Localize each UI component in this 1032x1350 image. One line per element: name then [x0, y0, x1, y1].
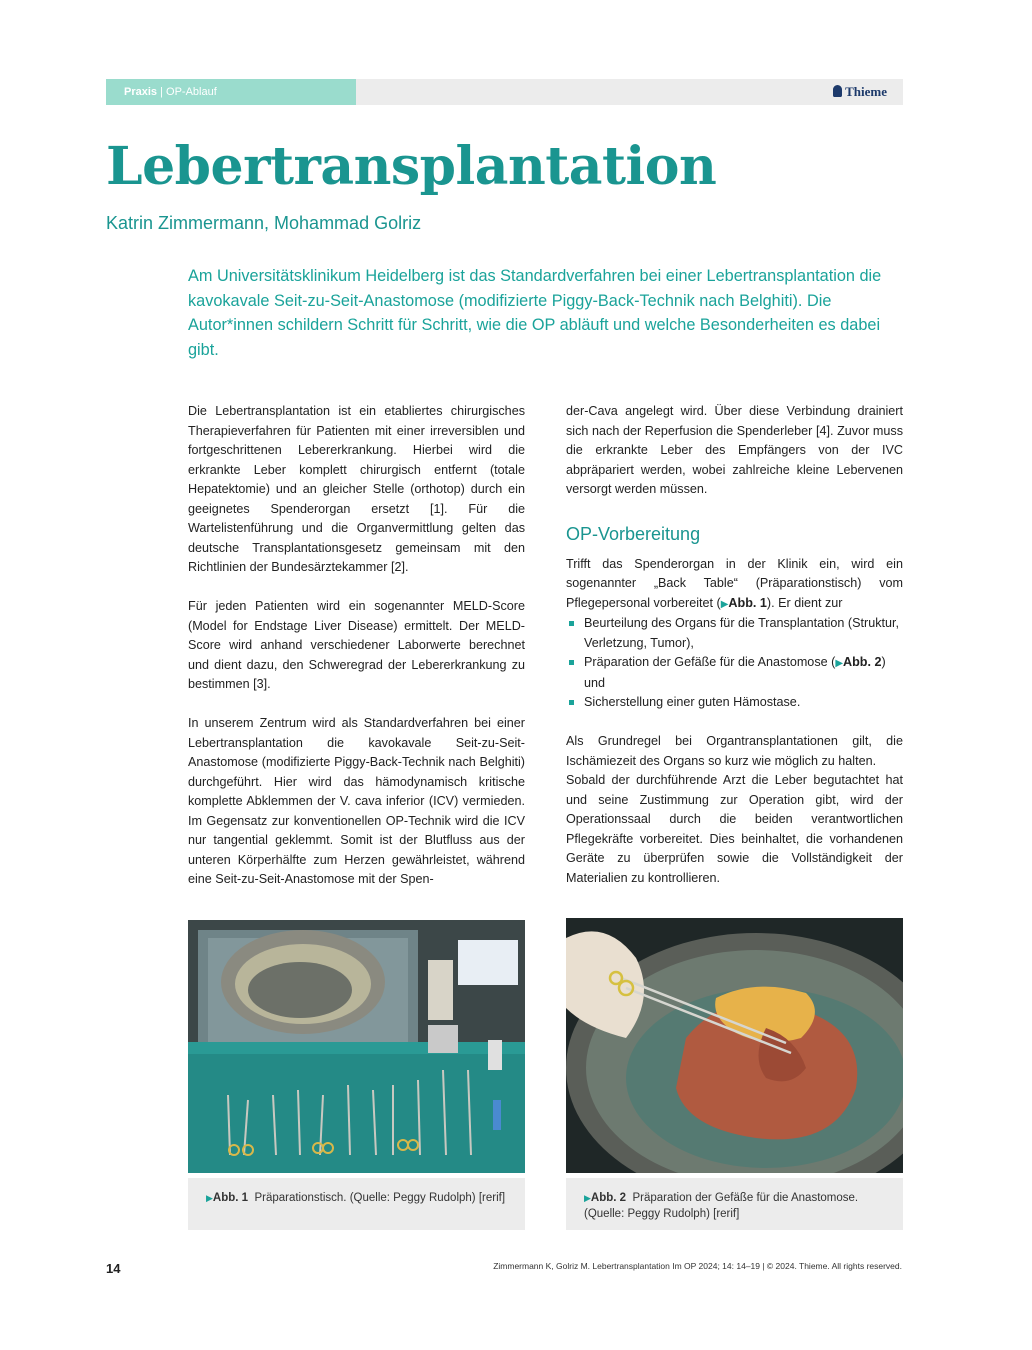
figure-caption-text: Präparation der Gefäße für die Anastomose. (Quelle: Peggy Rudolph) [rerif]: [584, 1192, 859, 1220]
figure-2-image: [566, 918, 903, 1173]
page-number: 14: [106, 1261, 121, 1276]
article-lead: Am Universitätsklinikum Heidelberg ist das Standardverfahren bei einer Lebertransplantation die kavokavale Seit-zu-Seit-Anastomose (modifizierte Piggy-Back-Technik nach Belghiti). Die Autor*innen schildern Schritt für Schritt, wie die OP abläuft und welche Besonderheiten es dabei gibt.: [188, 267, 882, 359]
vessel-preparation-illustration: [566, 918, 903, 1173]
text-span: ). Er dient zur: [766, 595, 843, 610]
figure-label-text: Abb. 2: [590, 1192, 627, 1204]
figure-caption-text: Präparationstisch. (Quelle: Peggy Rudolph) [rerif]: [254, 1192, 506, 1204]
figure-reference[interactable]: [835, 655, 881, 669]
bullet-square-icon: [569, 660, 574, 665]
section-name: Praxis: [124, 86, 158, 98]
preparation-table-illustration: [188, 920, 525, 1173]
section-separator: |: [160, 86, 163, 98]
text-span: Trifft das Spenderorgan in der Klinik ein, wird ein sogenannter „Back Table“ (Präparationstisch) vom Pflegepersonal vorbereitet (: [566, 556, 903, 610]
list-item: [566, 614, 903, 653]
right-column: [566, 402, 903, 888]
play-triangle-icon: ▶: [206, 1193, 213, 1203]
list-item-text: Präparation der Gefäße für die Anastomose (: [584, 655, 836, 669]
article-title: Lebertransplantation: [106, 136, 717, 197]
bullet-square-icon: [569, 621, 574, 626]
figure-reference[interactable]: [721, 596, 767, 610]
body-paragraph: In unserem Zentrum wird als Standardverfahren bei einer Lebertransplantation die kavokavale Seit-zu-Seit-Anastomose (modifizierte Piggy-Back-Technik nach Belghiti) durchgeführt. Hier wird das hämodynamisch kritische komplette Abklemmen der V. cava inferior (ICV) vermieden. Im Gegensatz zur konventionellen OP-Technik wird die ICV nur tangential geklemmt. Somit ist der Blutfluss aus der unteren Körperhälfte zum Herzen gewährleistet, während eine Seit-zu-Seit-Anastomose mit der Spen-: [188, 716, 525, 886]
figure-label: [584, 1192, 626, 1204]
play-triangle-icon: ▶: [835, 658, 844, 669]
list-item: [566, 693, 903, 713]
citation-footer: Zimmermann K, Golriz M. Lebertransplantation Im OP 2024; 14: 14–19 | © 2024. Thieme. All rights reserved.: [493, 1261, 902, 1271]
publisher-logo: [833, 79, 887, 105]
play-triangle-icon: ▶: [720, 598, 729, 610]
list-item-text: Sicherstellung einer guten Hämostase.: [584, 695, 801, 709]
article-authors: Katrin Zimmermann, Mohammad Golriz: [106, 213, 422, 233]
bullet-list: [566, 614, 903, 713]
body-paragraph: Die Lebertransplantation ist ein etabliertes chirurgisches Therapieverfahren für Patienten mit einer irreversiblen und fortgeschrittenen Lebererkrankung. Hierbei wird die erkrankte Leber komplett chirurgisch entfernt (totale Hepatektomie) und an gleicher Stelle (orthotop) durch ein geeignetes Spenderorgan ersetzt [1]. Für die Wartelistenführung und die Organvermittlung gelten das deutsche Transplantationsgesetz gemeinsam mit den Richtlinien der Bundesärztekammer [2].: [188, 404, 525, 574]
figure-1-caption: [188, 1178, 525, 1230]
header-bar: [106, 79, 903, 105]
play-triangle-icon: ▶: [584, 1193, 591, 1203]
figure-1-image: [188, 920, 525, 1173]
body-paragraph: Für jeden Patienten wird ein sogenannter MELD-Score (Model for Endstage Liver Disease) ermittelt. Der MELD-Score wird anhand verschiedener Laborwerte berechnet und dient dazu, den Schweregrad der Lebererkrankung zu bestimmen [3].: [188, 599, 525, 691]
bullet-square-icon: [569, 700, 574, 705]
list-item: [566, 653, 903, 693]
figure-label: [206, 1192, 248, 1204]
body-paragraph: der-Cava angelegt wird. Über diese Verbindung drainiert sich nach der Reperfusion die Spenderleber [4]. Zuvor muss die erkrankte Leber des Empfängers von der IVC abpräpariert werden, wobei zahlreiche kleine Lebervenen versorgt werden müssen.: [566, 404, 903, 496]
section-heading: OP-Vorbereitung: [566, 523, 701, 544]
figure-reference-label: Abb. 1: [728, 595, 767, 610]
subsection-name: OP-Ablauf: [166, 86, 217, 98]
publisher-name: Thieme: [845, 84, 887, 99]
list-item-text: Beurteilung des Organs für die Transplantation (Struktur, Verletzung, Tumor),: [584, 616, 900, 650]
left-column: [188, 402, 525, 890]
figure-reference-label: Abb. 2: [843, 655, 882, 669]
figure-2-caption: [566, 1178, 903, 1230]
body-paragraph: Als Grundregel bei Organtransplantationen gilt, die Ischämiezeit des Organs so kurz wie möglich zu halten.: [566, 734, 903, 768]
section-label: [106, 79, 356, 105]
body-paragraph: Sobald der durchführende Arzt die Leber begutachtet hat und seine Zustimmung zur Operation gibt, wird der Operationssaal durch die beiden verantwortlichen Pflegekräfte vorbereitet. Dies beinhaltet, die vorhandenen Geräte zu überprüfen sowie die Vollständigkeit der Materialien zu kontrollieren.: [566, 773, 903, 885]
figure-label-text: Abb. 1: [212, 1192, 249, 1204]
thieme-logo-icon: [833, 85, 842, 97]
body-paragraph: [566, 555, 903, 615]
list-item-text: ) und: [584, 655, 886, 690]
